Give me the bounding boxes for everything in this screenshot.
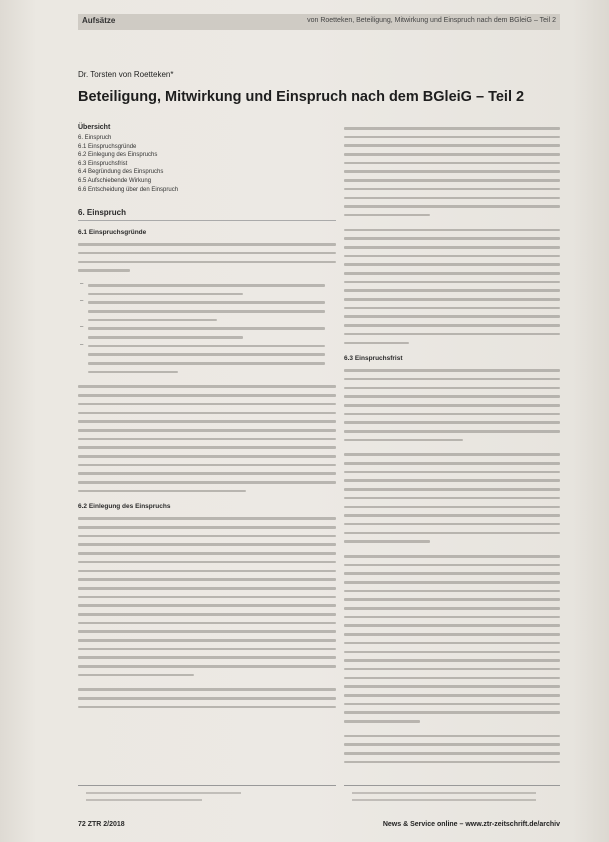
paragraph — [344, 226, 560, 348]
section-heading: 6. Einspruch — [78, 208, 336, 221]
toc-item: 6.2 Einlegung des Einspruchs — [78, 152, 158, 159]
paragraph — [78, 382, 336, 495]
left-column — [78, 124, 336, 718]
bullet-list — [78, 281, 336, 377]
paragraph — [344, 552, 560, 726]
header-running-title: von Roetteken, Beteiligung, Mitwirkung und Einspruch nach dem BGleiG – Teil 2 — [307, 17, 556, 24]
paragraph — [78, 240, 336, 275]
paragraph — [78, 685, 336, 711]
article-author: Dr. Torsten von Roetteken* — [78, 70, 174, 79]
paragraph — [344, 450, 560, 546]
right-column — [344, 124, 560, 772]
subsection-heading: 6.1 Einspruchsgründe — [78, 229, 147, 237]
paragraph — [344, 366, 560, 444]
footer-page-issue: 72 ZTR 2/2018 — [78, 821, 125, 828]
article-title: Beteiligung, Mitwirkung und Einspruch nach dem BGleiG – Teil 2 — [78, 89, 525, 105]
footnotes-right — [344, 785, 560, 804]
subsection-heading: 6.3 Einspruchsfrist — [344, 355, 403, 363]
running-header — [78, 14, 560, 30]
subsection-heading: 6.2 Einlegung des Einspruchs — [78, 503, 171, 511]
toc-item: 6. Einspruch — [78, 135, 112, 141]
header-section-label: Aufsätze — [82, 16, 116, 25]
toc-item: 6.6 Entscheidung über den Einspruch — [78, 186, 179, 193]
page-footer — [78, 821, 560, 833]
paragraph — [344, 732, 560, 767]
footnotes-left — [78, 785, 336, 804]
footer-archive-link[interactable]: News & Service online – www.ztr-zeitschrift.de/archiv — [382, 821, 560, 828]
paragraph — [344, 124, 560, 220]
toc-item: 6.1 Einspruchsgründe — [78, 143, 137, 150]
toc-item: 6.5 Aufschiebende Wirkung — [78, 177, 152, 184]
toc-item: 6.4 Begründung des Einspruchs — [78, 169, 164, 176]
paragraph — [78, 514, 336, 679]
toc-heading: Übersicht — [78, 124, 111, 131]
toc-item: 6.3 Einspruchsfrist — [78, 160, 128, 167]
